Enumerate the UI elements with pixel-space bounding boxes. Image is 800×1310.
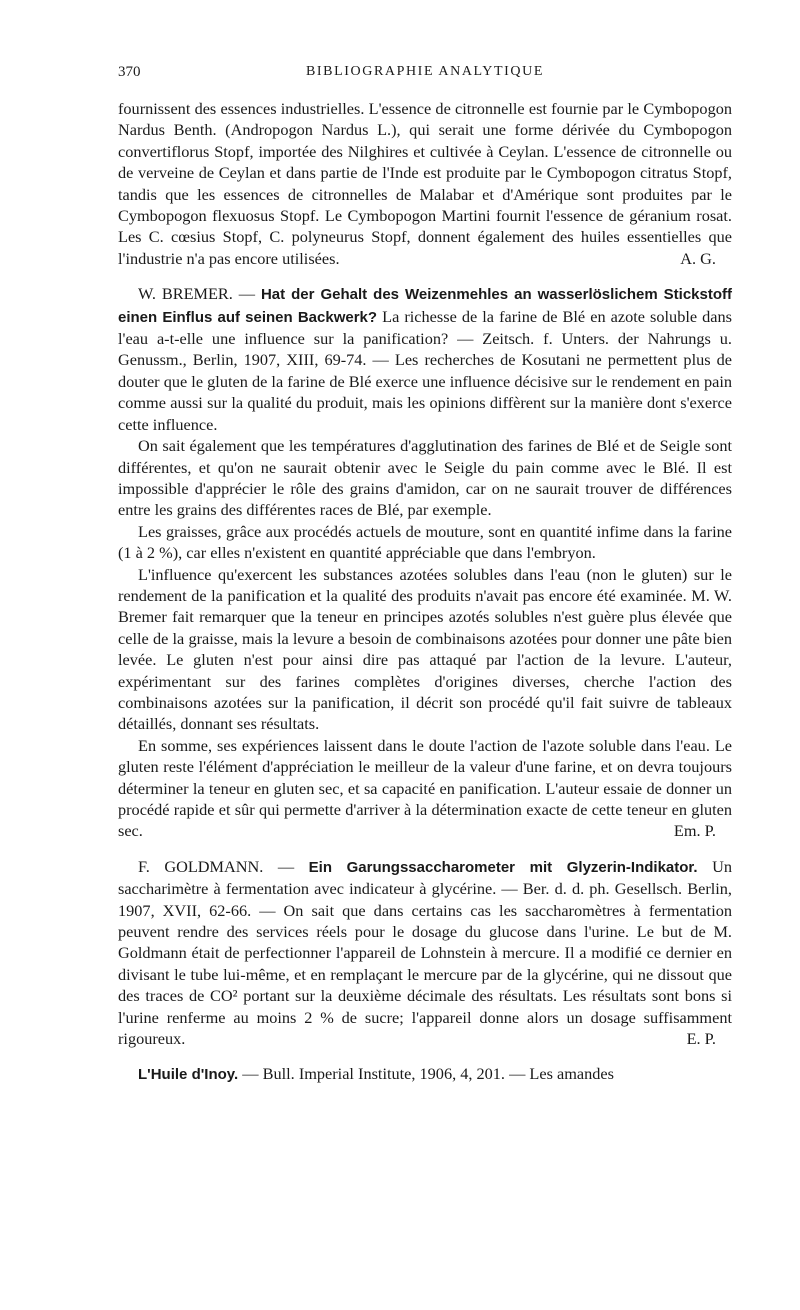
- signature: Em. P.: [673, 821, 716, 841]
- entry-text: La richesse de la farine de Blé en azote soluble dans l'eau a-t-elle une influence sur la panification? — Zeitsch. f. Unters. der Nahrungs u. Genussm., Berlin, 1907, XIII, 69-74. — Les recherches de Kosutani ne permettent plus de douter que le gluten de la farine de Blé exerce une influence décisive sur le rendement en pain comme aussi sur la qualité du produit, mais les opinions diffèrent sur la manière dont s'exerce cette influence.: [118, 306, 732, 434]
- paragraph-text: fournissent des essences industrielles. L'essence de citronnelle est fournie par le Cymbopogon Nardus Benth. (Andropogon Nardus L.), qui serait une forme dérivée du Cymbopogon convertiflorus Stopf, importée des Nilghires et cultivée à Ceylan. L'essence de citronnelle ou de verveine de Ceylan et dans partie de l'Inde est produite par le Cymbopogon citratus Stopf, tandis que les essences de citronnelles de Malabar et d'Amérique sont produites par le Cymbopogon flexuosus Stopf. Le Cymbopogon Martini fournit l'essence de géranium rosat. Les C. cœsius Stopf, C. polyneurus Stopf, donnent également des huiles essentielles que l'industrie n'a pas encore utilisées.: [118, 99, 732, 268]
- entry-dash: —: [263, 856, 309, 876]
- paragraph-graisses: [118, 521, 732, 564]
- entry-dash: —: [232, 284, 261, 304]
- entry-text: — Bull. Imperial Institute, 1906, 4, 201. — Les amandes: [238, 1064, 614, 1084]
- paragraph-citronnelle: [118, 98, 732, 269]
- paragraph-en-somme: [118, 735, 732, 842]
- running-title: BIBLIOGRAPHIE ANALYTIQUE: [305, 64, 545, 79]
- entry-title: Hat der Gehalt des Weizenmehles an wasserlöslichem Stickstoff einen Einflus auf seinen Backwerk?: [118, 286, 733, 326]
- entry-bremer: [118, 283, 732, 435]
- paragraph-influence: [118, 564, 732, 735]
- entry-text: Un saccharimètre à fermentation avec indicateur à glycérine. — Ber. d. d. ph. Gesellsch. Berlin, 1907, XVII, 62-66. — On sait que dans certains cas les saccharomètres à fermentation peuvent rendre des services réels pour le dosage du glucose dans l'urine. Le but de M. Goldmann était de perfectionner l'appareil de Lohnstein à mercure. Il a modifié ce dernier en divisant le tube lui-même, et en remplaçant le mercure par de la glycérine, qui ne dissout que des traces de CO² portant sur la deuxième décimale des résultats. Les résultats sont bons si l'urine renferme au moins 2 % de sucre; l'appareil donne alors un dosage suffisamment rigoureux.: [118, 856, 732, 1049]
- entry-title: Ein Garungssaccharometer mit Glyzerin-Indikator.: [308, 858, 698, 876]
- page-header: [118, 64, 732, 86]
- signature: A. G.: [680, 248, 716, 268]
- paragraph-text: En somme, ses expériences laissent dans le doute l'action de l'azote soluble dans l'eau. Le gluten reste l'élément d'appréciation le meilleur de la valeur d'une farine, et on devra toujours déterminer la teneur en gluten sec, et sa capacité en panification. L'auteur essaie de donner un procédé rapide et sûr qui permette d'arriver à la détermination exacte de cette teneur en gluten sec.: [118, 735, 732, 841]
- entry-title: L'Huile d'Inoy.: [138, 1066, 239, 1084]
- entry-author: W. BREMER.: [138, 284, 233, 304]
- paragraph-text: L'influence qu'exercent les substances azotées solubles dans l'eau (non le gluten) sur le rendement de la panification et la qualité des produits n'avait pas encore été examinée. M. W. Bremer fait remarquer que la teneur en principes azotés solubles n'est guère plus élevée que celle de la graisse, mais la levure a besoin de combinaisons azotées pour donner une pâte bien levée. Le gluten n'est pour ainsi dire pas attaqué par l'action de la levure. L'auteur, expérimentant sur des farines complètes d'origines diverses, cherche l'action des combinaisons azotées sur la panification, il décrit son procédé qu'il fait suivre de tableaux détaillés, donnant ses résultats.: [118, 564, 732, 734]
- entry-goldmann: [118, 856, 732, 1050]
- body-text: [118, 98, 732, 1086]
- entry-huile-inoy: [118, 1063, 732, 1085]
- paragraph-text: On sait également que les températures d'agglutination des farines de Blé et de Seigle sont différentes, et qu'on ne saurait obtenir avec le Seigle du pain comme avec le Blé. Il est impossible d'apprécier le rôle des grains d'amidon, car on ne saurait trouver de différences entre les grains des différentes races de Blé, par exemple.: [118, 436, 732, 520]
- paragraph-temperatures: [118, 435, 732, 521]
- page-number: 370: [118, 64, 141, 80]
- paragraph-text: Les graisses, grâce aux procédés actuels de mouture, sont en quantité infime dans la farine (1 à 2 %), car elles n'existent en quantité appréciable que dans l'embryon.: [118, 521, 732, 563]
- signature: E. P.: [686, 1029, 716, 1049]
- entry-author: F. GOLDMANN.: [138, 856, 264, 876]
